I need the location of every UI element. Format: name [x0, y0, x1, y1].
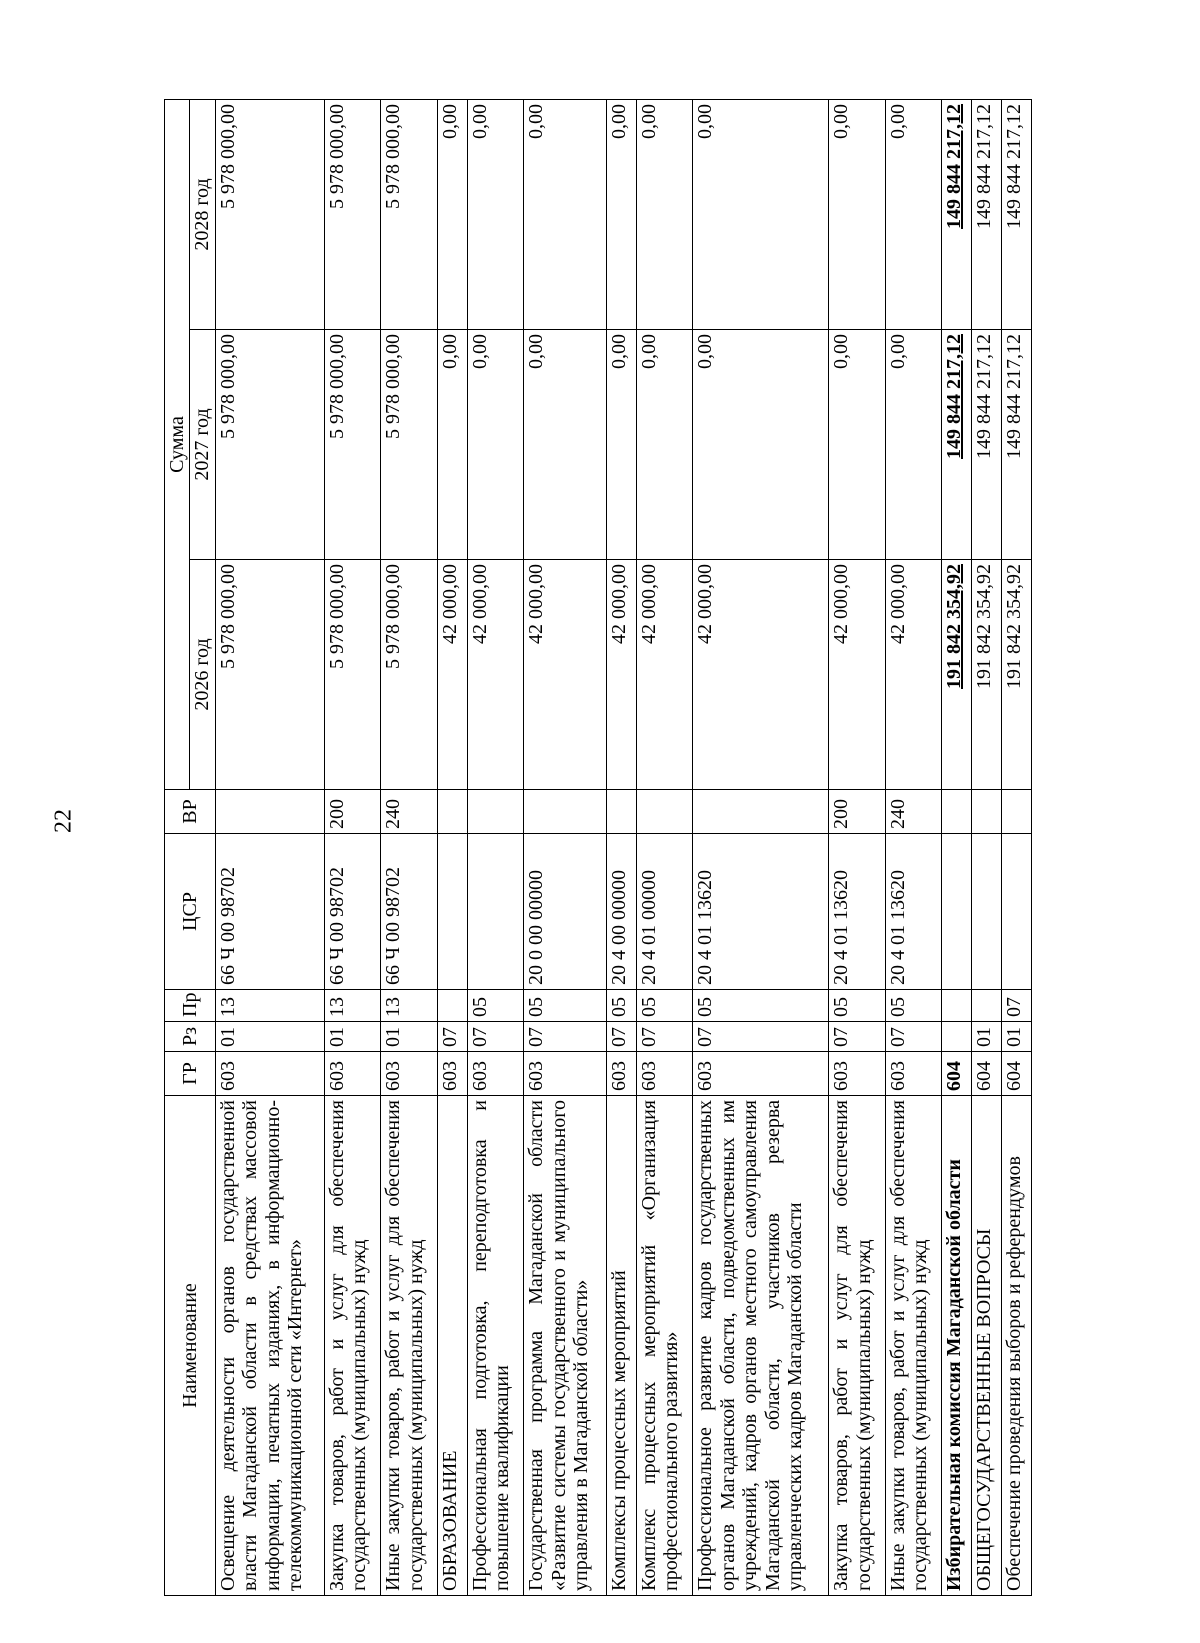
header-year-2026: 2026 год — [190, 560, 215, 790]
row-gr-cell: 604 — [1001, 1052, 1031, 1096]
row-csr-cell: 20 4 00 00000 — [607, 834, 637, 990]
table-row — [381, 99, 437, 1595]
row-name-cell: Освещение деятельности органов государственной власти Магаданской области в средствах массовой информации, печатных изданиях, в информационно-телекоммуникационной сети «Интернет» — [215, 1096, 324, 1596]
row-vr-cell — [467, 790, 523, 834]
row-rz-cell: 07 — [607, 1022, 637, 1052]
row-amount-2027: 0,00 — [829, 330, 885, 560]
row-amount-2028: 0,00 — [637, 99, 693, 329]
row-rz-cell: 01 — [325, 1022, 381, 1052]
row-csr-cell: 66 Ч 00 98702 — [325, 834, 381, 990]
row-csr-cell: 20 4 01 13620 — [885, 834, 941, 990]
table-row — [942, 99, 972, 1595]
header-year-2027: 2027 год — [190, 330, 215, 560]
row-name-cell: ОБЩЕГОСУДАРСТВЕННЫЕ ВОПРОСЫ — [971, 1096, 1001, 1596]
row-name-cell: Профессиональное развитие кадров государственных органов Магаданской области, подведомственных им учреждений, кадров органов местного самоуправления Магаданской области, участников резерва управленческих кадров Магаданской области — [693, 1096, 829, 1596]
row-vr-cell — [637, 790, 693, 834]
row-amount-2026: 42 000,00 — [607, 560, 637, 790]
table-row — [325, 99, 381, 1595]
row-name-cell: Избирательная комиссия Магаданской области — [942, 1096, 972, 1596]
budget-table — [164, 99, 1032, 1596]
row-amount-2026: 5 978 000,00 — [215, 560, 324, 790]
row-vr-cell — [524, 790, 607, 834]
row-amount-2028: 0,00 — [693, 99, 829, 329]
row-gr-cell: 603 — [325, 1052, 381, 1096]
row-amount-2028: 0,00 — [607, 99, 637, 329]
table-row — [607, 99, 637, 1595]
page-number: 22 — [50, 809, 77, 833]
row-vr-cell — [437, 790, 467, 834]
row-pr-cell: 05 — [693, 990, 829, 1022]
row-name-cell: Закупка товаров, работ и услуг для обеспечения государственных (муниципальных) нужд — [829, 1096, 885, 1596]
row-vr-cell — [942, 790, 972, 834]
row-csr-cell — [437, 834, 467, 990]
row-amount-2028: 5 978 000,00 — [215, 99, 324, 329]
row-amount-2027: 5 978 000,00 — [381, 330, 437, 560]
row-gr-cell: 604 — [942, 1052, 972, 1096]
row-csr-cell — [971, 834, 1001, 990]
row-gr-cell: 603 — [607, 1052, 637, 1096]
row-pr-cell: 13 — [325, 990, 381, 1022]
row-gr-cell: 604 — [971, 1052, 1001, 1096]
row-rz-cell: 01 — [381, 1022, 437, 1052]
header-sum: Сумма — [165, 99, 190, 789]
row-rz-cell: 07 — [437, 1022, 467, 1052]
row-name-cell: Комплексы процессных мероприятий — [607, 1096, 637, 1596]
row-vr-cell — [971, 790, 1001, 834]
row-amount-2028: 0,00 — [467, 99, 523, 329]
row-rz-cell: 07 — [524, 1022, 607, 1052]
table-body — [215, 99, 1031, 1595]
row-amount-2026: 42 000,00 — [829, 560, 885, 790]
row-amount-2026: 5 978 000,00 — [381, 560, 437, 790]
row-vr-cell — [215, 790, 324, 834]
row-rz-cell: 07 — [467, 1022, 523, 1052]
row-amount-2027: 0,00 — [693, 330, 829, 560]
table-row — [971, 99, 1001, 1595]
row-gr-cell: 603 — [437, 1052, 467, 1096]
row-amount-2027: 0,00 — [637, 330, 693, 560]
header-gr: ГР — [165, 1052, 216, 1096]
row-pr-cell: 05 — [829, 990, 885, 1022]
row-csr-cell — [942, 834, 972, 990]
row-csr-cell — [1001, 834, 1031, 990]
row-amount-2028: 149 844 217,12 — [942, 99, 972, 329]
row-csr-cell — [467, 834, 523, 990]
row-rz-cell: 01 — [1001, 1022, 1031, 1052]
row-vr-cell — [693, 790, 829, 834]
row-amount-2028: 149 844 217,12 — [1001, 99, 1031, 329]
row-amount-2027: 5 978 000,00 — [215, 330, 324, 560]
row-amount-2028: 0,00 — [885, 99, 941, 329]
row-pr-cell — [942, 990, 972, 1022]
row-vr-cell: 200 — [325, 790, 381, 834]
row-vr-cell: 240 — [885, 790, 941, 834]
row-gr-cell: 603 — [215, 1052, 324, 1096]
row-amount-2026: 42 000,00 — [437, 560, 467, 790]
table-row — [524, 99, 607, 1595]
row-amount-2028: 0,00 — [437, 99, 467, 329]
row-rz-cell: 07 — [693, 1022, 829, 1052]
row-amount-2026: 191 842 354,92 — [942, 560, 972, 790]
table-row — [215, 99, 324, 1595]
row-amount-2028: 5 978 000,00 — [325, 99, 381, 329]
row-pr-cell: 07 — [1001, 990, 1031, 1022]
row-pr-cell: 13 — [215, 990, 324, 1022]
row-amount-2027: 0,00 — [524, 330, 607, 560]
table-row — [693, 99, 829, 1595]
row-rz-cell: 07 — [829, 1022, 885, 1052]
row-csr-cell: 20 4 01 00000 — [637, 834, 693, 990]
row-csr-cell: 66 Ч 00 98702 — [215, 834, 324, 990]
row-amount-2026: 42 000,00 — [885, 560, 941, 790]
row-name-cell: Иные закупки товаров, работ и услуг для обеспечения государственных (муниципальных) нужд — [885, 1096, 941, 1596]
row-name-cell: Профессиональная подготовка, переподготовка и повышение квалификации — [467, 1096, 523, 1596]
row-amount-2027: 149 844 217,12 — [942, 330, 972, 560]
table-row — [637, 99, 693, 1595]
row-rz-cell: 01 — [971, 1022, 1001, 1052]
header-vr: ВР — [165, 790, 216, 834]
table-row — [467, 99, 523, 1595]
header-rz: Рз — [165, 1022, 216, 1052]
row-amount-2027: 0,00 — [607, 330, 637, 560]
row-rz-cell — [942, 1022, 972, 1052]
row-name-cell: Иные закупки товаров, работ и услуг для обеспечения государственных (муниципальных) нужд — [381, 1096, 437, 1596]
row-amount-2026: 42 000,00 — [524, 560, 607, 790]
row-amount-2026: 191 842 354,92 — [1001, 560, 1031, 790]
row-gr-cell: 603 — [693, 1052, 829, 1096]
row-vr-cell — [607, 790, 637, 834]
row-csr-cell: 66 Ч 00 98702 — [381, 834, 437, 990]
row-pr-cell: 05 — [607, 990, 637, 1022]
header-row-top — [165, 99, 190, 1595]
row-gr-cell: 603 — [829, 1052, 885, 1096]
row-amount-2028: 0,00 — [829, 99, 885, 329]
row-pr-cell: 13 — [381, 990, 437, 1022]
row-amount-2026: 42 000,00 — [693, 560, 829, 790]
row-gr-cell: 603 — [637, 1052, 693, 1096]
row-pr-cell: 05 — [524, 990, 607, 1022]
header-year-2028: 2028 год — [190, 99, 215, 329]
row-name-cell: Закупка товаров, работ и услуг для обеспечения государственных (муниципальных) нужд — [325, 1096, 381, 1596]
row-amount-2026: 5 978 000,00 — [325, 560, 381, 790]
row-gr-cell: 603 — [467, 1052, 523, 1096]
row-amount-2028: 149 844 217,12 — [971, 99, 1001, 329]
row-name-cell: ОБРАЗОВАНИЕ — [437, 1096, 467, 1596]
row-name-cell: Обеспечение проведения выборов и референдумов — [1001, 1096, 1031, 1596]
row-gr-cell: 603 — [885, 1052, 941, 1096]
row-pr-cell — [971, 990, 1001, 1022]
table-row — [829, 99, 885, 1595]
row-rz-cell: 01 — [215, 1022, 324, 1052]
rotated-table-container — [164, 100, 1032, 1596]
table-row — [437, 99, 467, 1595]
row-name-cell: Комплекс процессных мероприятий «Организация профессионального развития» — [637, 1096, 693, 1596]
row-vr-cell: 200 — [829, 790, 885, 834]
header-pr: Пр — [165, 990, 216, 1022]
row-amount-2028: 5 978 000,00 — [381, 99, 437, 329]
row-rz-cell: 07 — [885, 1022, 941, 1052]
row-amount-2027: 5 978 000,00 — [325, 330, 381, 560]
row-gr-cell: 603 — [524, 1052, 607, 1096]
row-vr-cell — [1001, 790, 1031, 834]
header-csr: ЦСР — [165, 834, 216, 990]
row-pr-cell: 05 — [885, 990, 941, 1022]
row-amount-2026: 191 842 354,92 — [971, 560, 1001, 790]
header-name: Наименование — [165, 1096, 216, 1596]
row-amount-2026: 42 000,00 — [637, 560, 693, 790]
row-amount-2027: 0,00 — [467, 330, 523, 560]
row-pr-cell — [437, 990, 467, 1022]
row-pr-cell: 05 — [637, 990, 693, 1022]
row-csr-cell: 20 4 01 13620 — [693, 834, 829, 990]
row-gr-cell: 603 — [381, 1052, 437, 1096]
row-amount-2027: 149 844 217,12 — [971, 330, 1001, 560]
row-rz-cell: 07 — [637, 1022, 693, 1052]
row-name-cell: Государственная программа Магаданской области «Развитие системы государственного и муниципального управления в Магаданской области» — [524, 1096, 607, 1596]
row-vr-cell: 240 — [381, 790, 437, 834]
row-amount-2028: 0,00 — [524, 99, 607, 329]
row-csr-cell: 20 4 01 13620 — [829, 834, 885, 990]
table-row — [885, 99, 941, 1595]
table-header — [165, 99, 216, 1595]
row-amount-2026: 42 000,00 — [467, 560, 523, 790]
table-row — [1001, 99, 1031, 1595]
row-pr-cell: 05 — [467, 990, 523, 1022]
row-amount-2027: 149 844 217,12 — [1001, 330, 1031, 560]
row-amount-2027: 0,00 — [885, 330, 941, 560]
row-amount-2027: 0,00 — [437, 330, 467, 560]
row-csr-cell: 20 0 00 00000 — [524, 834, 607, 990]
